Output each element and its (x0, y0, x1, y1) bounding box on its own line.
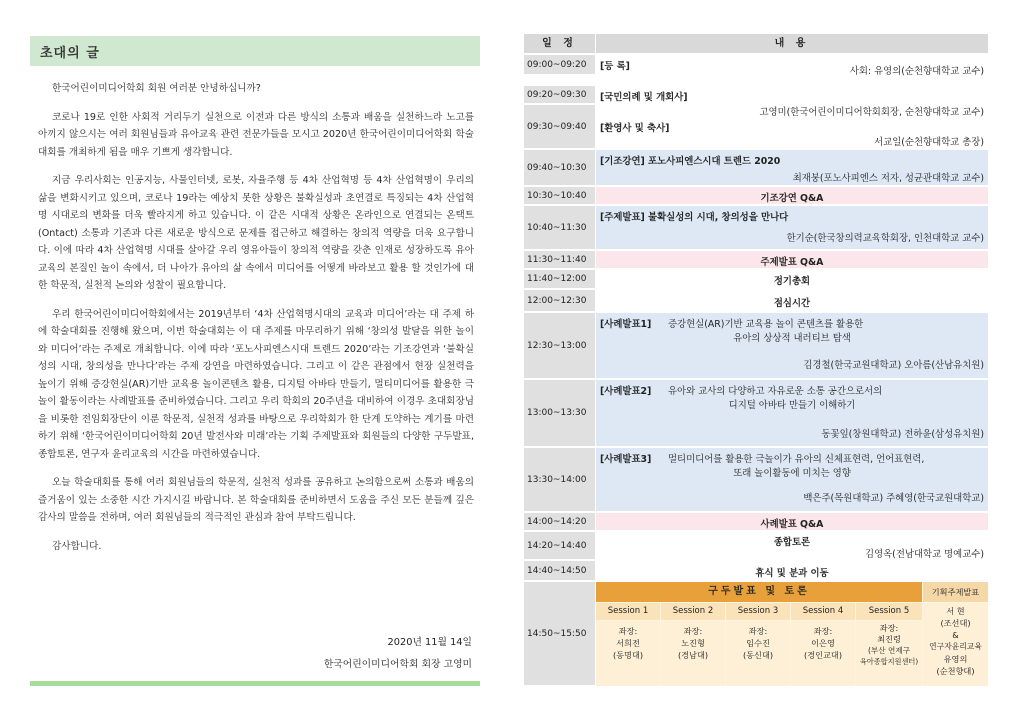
chair-org: 육아종합지원센터) (859, 657, 919, 666)
chair-label: 좌장: (879, 623, 899, 633)
schedule-time: 12:30~13:00 (524, 313, 595, 379)
chair-label: 좌장: (683, 626, 703, 636)
chair-org: (경남대) (677, 650, 709, 660)
session-4-chair (791, 621, 855, 686)
schedule-item-case-2 (596, 380, 988, 447)
schedule-header-content: 내 용 (596, 34, 988, 54)
schedule-time: 10:40~11:30 (524, 206, 595, 250)
oral-sessions (596, 582, 988, 686)
chair-org: (경인교대) (803, 650, 843, 660)
letter-header-bar (30, 36, 480, 66)
schedule-label: 종합토론 (773, 537, 811, 548)
schedule-label: 점심시간 (773, 298, 811, 309)
chair-name: 임수진 (746, 638, 770, 648)
session-5-name: Session 5 (856, 603, 922, 620)
chair-label: 좌장: (813, 626, 833, 636)
schedule-time: 10:30~10:40 (524, 187, 595, 205)
schedule-label: [사례발표3] (600, 454, 652, 465)
schedule-label: [국민의례 및 개회사] (600, 92, 688, 103)
schedule-title-line: 유아의 상상적 내러티브 탐색 (733, 333, 851, 344)
invitation-letter (30, 36, 480, 686)
schedule-item-welcome (596, 120, 988, 149)
oral-sessions-title: 구두발표 및 토론 (596, 582, 922, 602)
schedule-label: 정기총회 (773, 276, 811, 287)
session-4-name: Session 4 (791, 603, 855, 620)
schedule-detail: 백은주(목원대학교) 주혜영(한국교원대학교) (803, 493, 984, 504)
session-2-chair (661, 621, 725, 686)
schedule-time: 12:00~12:30 (524, 290, 595, 312)
letter-paragraph: 한국어린이미디어학회 회원 여러분 안녕하십니까? (52, 83, 261, 94)
schedule-detail: 한기순(한국창의력교육학회장, 인천대학교 교수) (786, 233, 984, 244)
schedule-title-line: 멀티미디어를 활용한 극놀이가 유아의 신체표현력, 언어표현력, (668, 454, 925, 465)
schedule-item-registration (596, 55, 988, 75)
letter-date: 2020년 11월 14일 (387, 637, 472, 648)
session-5-chair (856, 621, 922, 686)
schedule-label: 주제발표 Q&A (760, 257, 824, 268)
chair-name: 최진령 (877, 634, 901, 644)
chair-name: 노진형 (681, 638, 705, 648)
schedule-title-line: 디지털 아바타 만들기 이해하기 (728, 400, 856, 411)
schedule-item-case-qa (596, 513, 988, 531)
special-line: 연구자윤리교육 (929, 642, 982, 651)
schedule-header-time: 일 정 (524, 34, 595, 54)
schedule-item-keynote-qa (596, 187, 988, 205)
schedule-label: [환영사 및 축사] (600, 123, 670, 134)
schedule-item-break (596, 561, 988, 581)
letter-signature: 한국어린이미디어학회 회장 고영미 (323, 659, 472, 670)
schedule-label: [기조강연] 포노사피엔스시대 트렌드 2020 (600, 156, 781, 167)
special-line: 서 현 (946, 606, 965, 616)
schedule-label: [사례발표2] (600, 386, 652, 397)
schedule-detail: 김영옥(전남대학교 명예교수) (865, 549, 984, 560)
schedule-item-general-meeting (596, 270, 988, 289)
chair-label: 좌장: (618, 626, 638, 636)
letter-paragraph: 우리 한국어린이미디어학회에서는 2019년부터 ‘4차 산업혁명시대의 교육과 미디어’라는 대 주제 하에 학술대회를 진행해 왔으며, 이번 학술대회는 이 대 주제를 마무리하기 위해 ‘창의성 발달을 위한 놀이와 미디어’라는 주제로 개최합니다. 이에 따라 ‘포노사피엔스시대 트렌드 2020’라는 기조강연과 ‘불확실성의 시대, 창의성을 만나다’라는 주제 강연을 마련하였습니다. 그리고 이 같은 관점에서 현장 실천력을 높이기 위해 증강현실(AR)기반 교육용 놀이콘텐츠 활용, 디지털 아바타 만들기, 멀티미디어를 활용한 극놀이 활동이라는 사례발표를 준비하였습니다. 그리고 우리 학회의 20주년을 대비하여 이경우 초대회장님을 비롯한 전임회장단이 이룬 학문적, 실천적 성과를 바탕으로 우리학회가 한 단계 도약하는 계기를 마련하기 위해 ‘한국어린이미디어학회 20년 발전사와 미래’라는 기획 주제발표와 회원들의 다양한 구두발표, 종합토론, 연구자 윤리교육의 시간을 마련하였습니다. (38, 308, 474, 460)
schedule-time: 09:00~09:20 (524, 55, 595, 75)
schedule-time: 09:20~09:30 (524, 86, 595, 104)
letter-body (38, 80, 474, 566)
session-3-name: Session 3 (726, 603, 790, 620)
chair-org: (동신대) (742, 650, 774, 660)
letter-title: 초대의 글 (40, 46, 100, 61)
schedule-detail: 동꽃잎(창원대학교) 전하윤(삼성유치원) (821, 429, 984, 440)
schedule-item-keynote (596, 150, 988, 186)
schedule-label: 기조강연 Q&A (760, 193, 824, 204)
schedule-item-theme-qa (596, 251, 988, 269)
special-line: (조선대) (940, 618, 971, 628)
schedule-time: 11:30~11:40 (524, 251, 595, 269)
schedule-time: 13:30~14:00 (524, 448, 595, 512)
chair-org: (동명대) (612, 650, 644, 660)
special-line: (순천향대) (936, 666, 975, 676)
letter-footer-bar (30, 681, 480, 686)
schedule-item-theme-talk (596, 206, 988, 250)
schedule-time: 14:00~14:20 (524, 513, 595, 531)
schedule-item-lunch (596, 290, 988, 312)
schedule-detail: 최재붕(포노사피엔스 저자, 성균관대학교 교수) (792, 173, 984, 184)
schedule-title-line: 유아와 교사의 다양하고 자유로운 소통 공간으로서의 (668, 386, 883, 397)
special-line: & (952, 630, 959, 640)
letter-paragraph: 오늘 학술대회를 통해 여러 회원님들의 학문적, 실천적 성과를 공유하고 논의함으로써 소통과 배움의 즐거움이 있는 소중한 시간 가지시길 바랍니다. 본 학술대회를 준비하면서 도움을 주신 모든 분들께 깊은 감사의 말씀을 전하며, 여러 회원님들의 적극적인 관심과 참여 부탁드립니다. (38, 477, 474, 523)
schedule-detail: 고영미(한국어린이미디어학회회장, 순천향대학교 교수) (759, 107, 984, 118)
schedule-time: 09:40~10:30 (524, 150, 595, 186)
schedule-title-line: 또래 놀이활동에 미치는 영향 (733, 468, 851, 479)
chair-org: (부산 연제구 (867, 646, 911, 655)
schedule-detail: 서교일(순천향대학교 총장) (874, 137, 984, 148)
session-1-chair (596, 621, 660, 686)
schedule-time: 14:40~14:50 (524, 561, 595, 581)
schedule-table (524, 34, 988, 686)
schedule-title-line: 증강현실(AR)기반 교육용 놀이 콘텐츠를 활용한 (668, 319, 864, 330)
session-3-chair (726, 621, 790, 686)
schedule-time: 11:40~12:00 (524, 270, 595, 289)
session-1-name: Session 1 (596, 603, 660, 620)
schedule-item-case-3 (596, 448, 988, 512)
schedule-label: [사례발표1] (600, 319, 652, 330)
chair-name: 서희전 (616, 638, 640, 648)
special-session-title: 기획주제발표 (923, 582, 988, 602)
schedule-detail: 사회: 유영의(순천향대학교 교수) (849, 66, 984, 77)
schedule-item-opening (596, 86, 988, 119)
special-line: 유영의 (943, 654, 968, 664)
schedule-detail: 김경철(한국교원대학교) 오아름(산남유치원) (803, 360, 984, 371)
chair-label: 좌장: (748, 626, 768, 636)
schedule-label: 사례발표 Q&A (760, 519, 824, 530)
session-2-name: Session 2 (661, 603, 725, 620)
letter-paragraph: 지금 우리사회는 인공지능, 사물인터넷, 로봇, 자율주행 등 4차 산업혁명 등 4차 산업혁명이 우리의 삶을 변화시키고 있으며, 코로나 19라는 예상치 못한 상황은 불확실성과 초연결로 특징되는 4차 산업혁명 시대로의 변화를 더욱 빨라지게 하고 있습니다. 이 같은 시대적 상황은 온라인으로 연결되는 온택트(Ontact) 소통과 기존과 다른 새로운 방식으로 문제를 접근하고 해결하는 창의적 역량을 더욱 요구합니다. 이에 따라 4차 산업혁명 시대를 살아갈 우리 영유아들이 창의적 역량을 갖춘 인재로 성장하도록 유아교육의 본질인 놀이 속에서, 더 나아가 유아의 삶 속에서 미디어를 어떻게 바라보고 활용 할 것인가에 대한 학문적, 실천적 논의와 성찰이 필요합니다. (38, 175, 474, 291)
schedule-label: [등 록] (600, 61, 630, 72)
special-session-body (923, 603, 988, 686)
schedule-label: 휴식 및 분과 이동 (755, 568, 829, 579)
schedule-time: 13:00~13:30 (524, 380, 595, 447)
schedule-time: 14:20~14:40 (524, 532, 595, 560)
schedule-time: 14:50~15:50 (524, 582, 595, 686)
chair-name: 이은영 (811, 638, 835, 648)
letter-paragraph: 감사합니다. (52, 540, 102, 552)
letter-paragraph: 코로나 19로 인한 사회적 거리두기 실천으로 이전과 다른 방식의 소통과 배움을 실천하느라 노고를 아끼지 않으시는 여러 회원님들과 유아교육 관련 전문가들을 모시고 2020년 한국어린이미디어학회 학술대회를 개최하게 됨을 매우 기쁘게 생각합니다. (38, 111, 474, 158)
schedule-item-case-1 (596, 313, 988, 379)
schedule-item-discussion (596, 532, 988, 560)
schedule-time: 09:30~09:40 (524, 105, 595, 149)
schedule-label: [주제발표] 불확실성의 시대, 창의성을 만나다 (600, 212, 789, 223)
